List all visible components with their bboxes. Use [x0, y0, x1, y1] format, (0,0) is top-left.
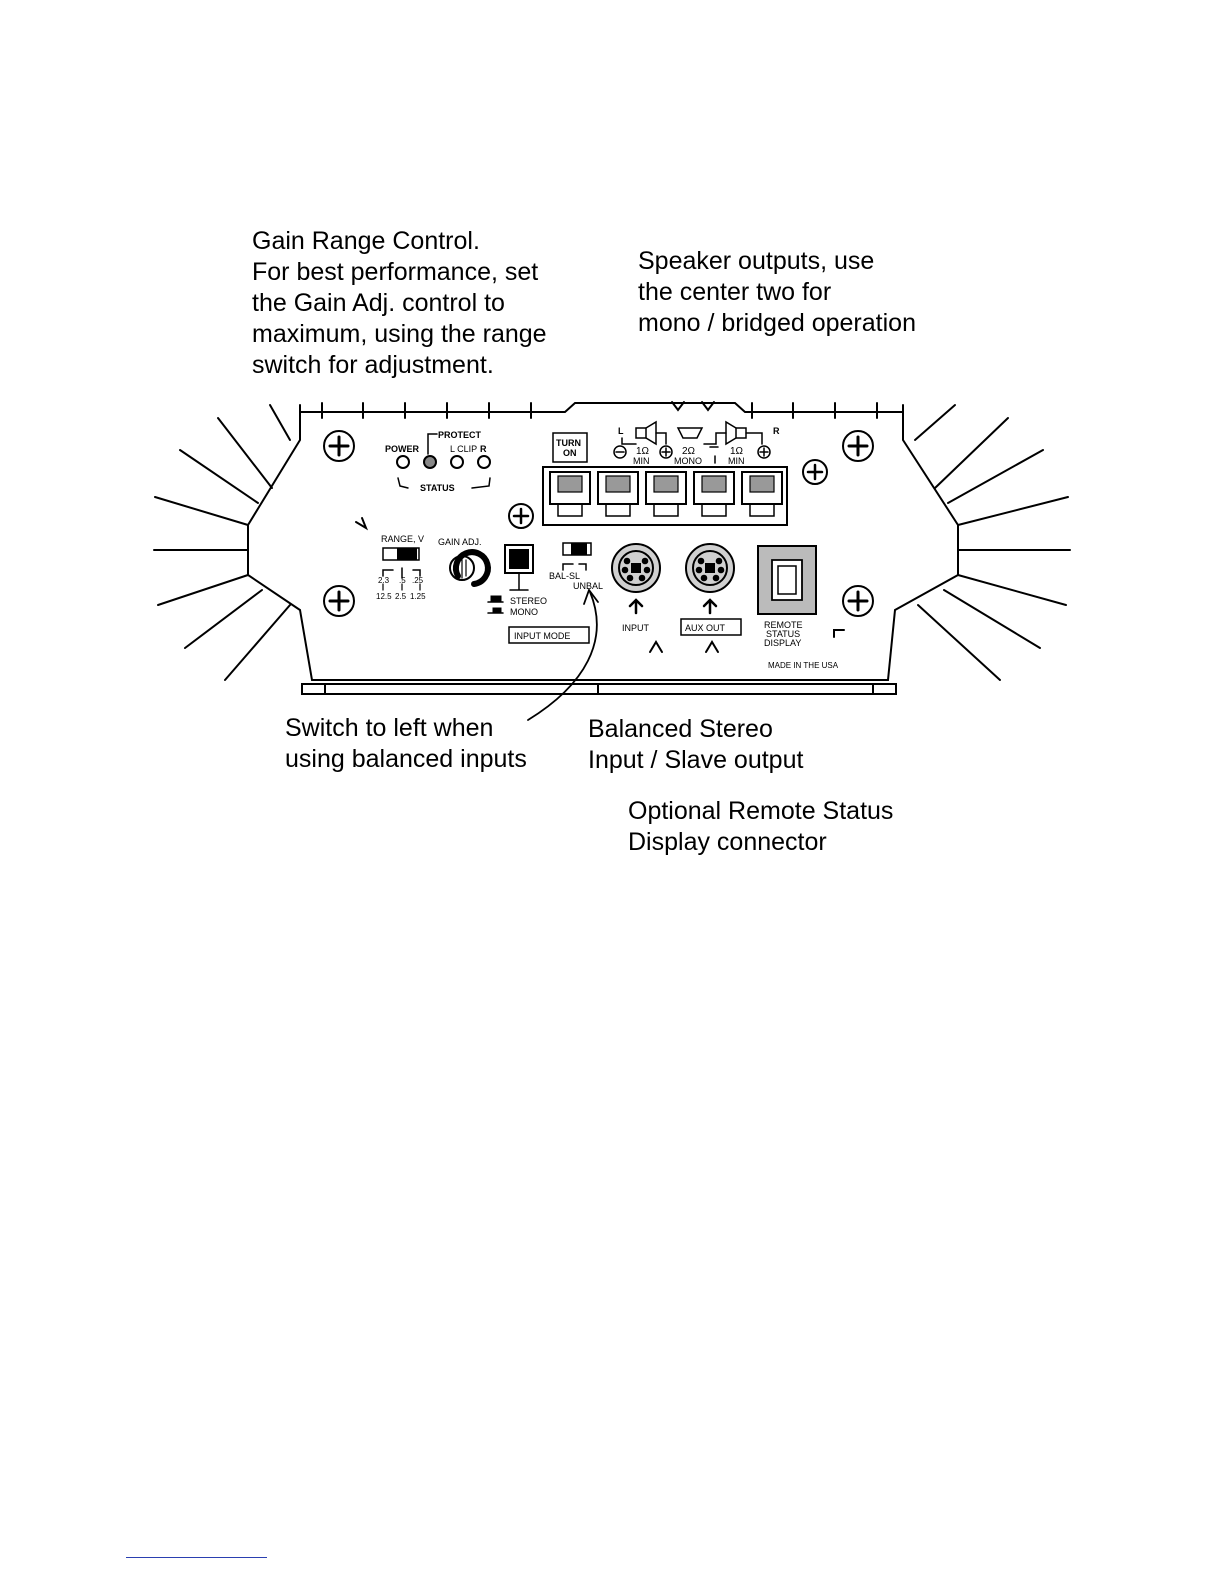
callout-line: Speaker outputs, use [638, 247, 875, 275]
pointer-mark [356, 518, 366, 528]
aux-out-connector [681, 544, 741, 635]
unbal-label: UNBAL [573, 581, 604, 591]
right-speaker-symbol [704, 422, 762, 444]
range-bottom-value: 1.25 [410, 592, 426, 601]
clip-l-label: L CLIP [450, 444, 478, 454]
left-speaker-symbol [622, 422, 666, 444]
made-in-label: MADE IN THE USA [768, 661, 839, 670]
pointer-mark [834, 630, 844, 637]
gain-adj-knob [450, 552, 488, 584]
status-bracket-left [398, 478, 408, 488]
protect-label: PROTECT [438, 430, 482, 440]
speaker-terminal [598, 472, 638, 516]
remote-label: REMOTE [764, 620, 803, 630]
clip-l-led [451, 456, 463, 468]
screw [509, 504, 533, 528]
gain-adj-label: GAIN ADJ. [438, 537, 482, 547]
protect-led [424, 456, 436, 468]
top-edge [300, 403, 903, 412]
range-bottom-value: 12.5 [376, 592, 392, 601]
remote-label: STATUS [766, 629, 801, 639]
clip-r-led [478, 456, 490, 468]
callout-line: Display connector [628, 828, 827, 856]
range-top-value: .5 [399, 576, 406, 585]
speaker-left-impedance: 1Ω [636, 446, 650, 457]
callout-line: switch for adjustment. [252, 351, 494, 379]
callout-line: Optional Remote Status [628, 797, 894, 825]
power-label: POWER [385, 444, 420, 454]
right-heatsink-fins [915, 405, 1070, 680]
range-bottom-value: 2.5 [395, 592, 407, 601]
mono-label-speaker: MONO [674, 456, 702, 466]
screw [324, 431, 354, 461]
status-label: STATUS [420, 483, 455, 493]
remote-status-connector [758, 546, 816, 614]
input-label: INPUT [622, 623, 649, 633]
plus-symbol [660, 446, 672, 458]
remote-label: DISPLAY [764, 638, 802, 648]
callout-line: Input / Slave output [588, 746, 804, 774]
speaker-left-label: L [618, 426, 624, 436]
mono-speaker-symbol [678, 428, 702, 438]
turn-on-label: TURN [556, 438, 581, 448]
footer-rule [126, 1557, 267, 1558]
plus-symbol [758, 446, 770, 458]
callout-arrow [528, 592, 597, 720]
callout-line: Gain Range Control. [252, 227, 480, 255]
minus-symbol [614, 446, 626, 458]
callout-line: using balanced inputs [285, 745, 527, 773]
callout-line: Switch to left when [285, 714, 494, 742]
speaker-terminal [694, 472, 734, 516]
turn-on-label: ON [563, 448, 577, 458]
status-bracket-right [472, 478, 490, 488]
range-label: RANGE, V [381, 534, 425, 544]
screw [324, 586, 354, 616]
mono-label: MONO [510, 607, 538, 617]
clip-r-label: R [480, 444, 487, 454]
speaker-right-label: R [773, 426, 780, 436]
left-heatsink-fins [154, 405, 290, 680]
speaker-right-min: MIN [728, 456, 745, 466]
callout-line: mono / bridged operation [638, 309, 916, 337]
speaker-terminal [742, 472, 782, 516]
top-fins [322, 402, 877, 418]
range-top-value: 2.3 [378, 576, 390, 585]
speaker-left-min: MIN [633, 456, 650, 466]
input-connector [612, 544, 660, 613]
range-top-value: .25 [412, 576, 424, 585]
screw [843, 586, 873, 616]
callout-line: the Gain Adj. control to [252, 289, 505, 317]
protect-bracket [428, 434, 437, 454]
speaker-terminal [550, 472, 590, 516]
callout-line: For best performance, set [252, 258, 539, 286]
pointer-mark [650, 642, 662, 652]
mono-impedance: 2Ω [682, 446, 696, 457]
callout-line: the center two for [638, 278, 832, 306]
callout-line: Balanced Stereo [588, 715, 773, 743]
speaker-right-impedance: 1Ω [730, 446, 744, 457]
stereo-label: STEREO [510, 596, 548, 606]
screw [803, 460, 827, 484]
input-mode-label: INPUT MODE [514, 631, 571, 641]
callout-line: maximum, using the range [252, 320, 547, 348]
bal-label: BAL-SL [549, 571, 581, 581]
speaker-terminal [646, 472, 686, 516]
pointer-mark [706, 642, 718, 652]
aux-out-label: AUX OUT [685, 623, 726, 633]
screw [843, 431, 873, 461]
power-led [397, 456, 409, 468]
